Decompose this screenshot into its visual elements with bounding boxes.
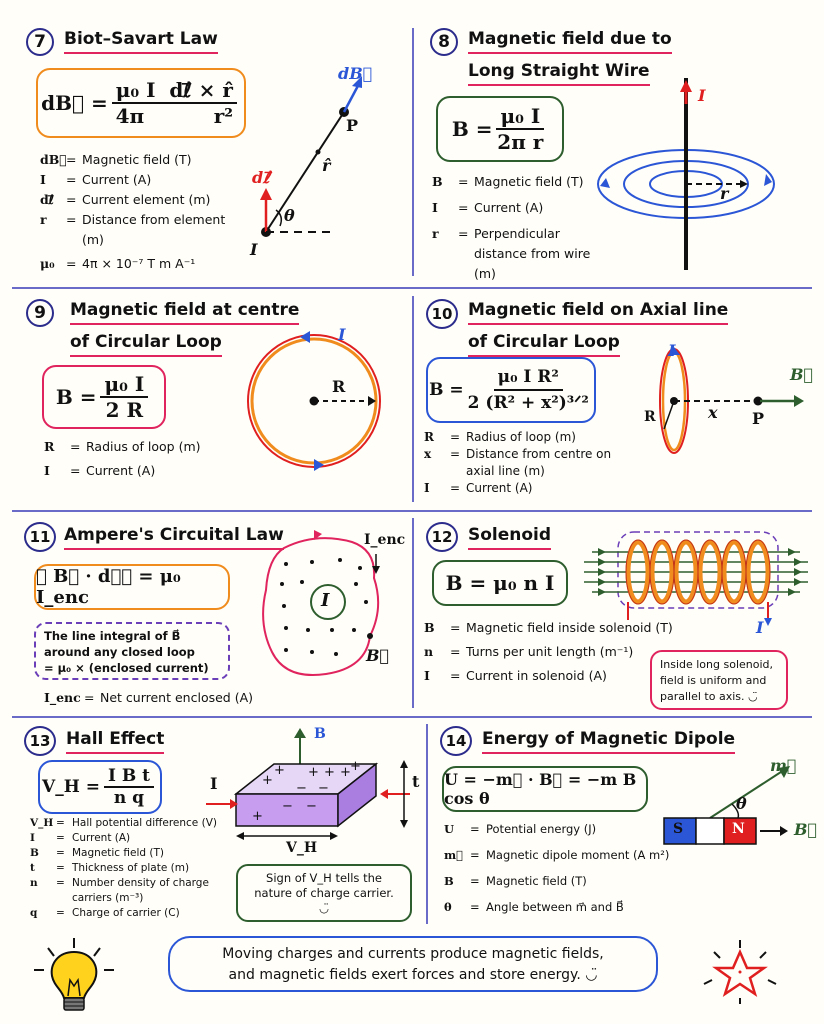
svg-text:+: + (308, 765, 319, 780)
circular-loop-diagram (242, 331, 392, 481)
title-line-1: Magnetic field on Axial line (468, 297, 728, 325)
formula-numerator: μ₀ I (100, 372, 148, 398)
label-db: dB⃗ (338, 64, 373, 83)
label-i: I (210, 774, 218, 793)
def-symbol: μ₀ (40, 256, 55, 271)
formula-denominator: n q (113, 788, 145, 808)
equals-sign: = (70, 439, 81, 454)
def-symbol: R (44, 439, 55, 454)
definition-row (424, 480, 624, 497)
note-line: nature of charge carrier. (254, 886, 394, 900)
mid-dot (316, 150, 321, 155)
equals-sign: = (56, 817, 65, 829)
label-i: I (698, 86, 706, 105)
section-number: 10 (426, 299, 458, 329)
equals-sign: = (66, 172, 77, 187)
equals-sign: = (66, 192, 77, 207)
label-p: P (346, 116, 359, 135)
svg-text:+: + (274, 763, 285, 778)
equals-sign: = (450, 668, 461, 683)
title-line-2: of Circular Loop (468, 329, 620, 357)
definition-row (40, 190, 240, 210)
formula-lhs: B = (429, 380, 464, 400)
definition-row (44, 688, 274, 708)
svg-text:+: + (350, 759, 361, 774)
def-text: Net current enclosed (A) (100, 690, 254, 705)
section-number: 13 (24, 726, 56, 756)
label-dl: dℓ⃗ (252, 168, 270, 187)
section-title (468, 522, 551, 550)
label-ienc: I_enc (364, 532, 406, 548)
def-text: Potential energy (J) (486, 822, 597, 836)
definition-row (40, 150, 240, 170)
definition-row (30, 861, 240, 876)
label-i: I (668, 341, 676, 360)
def-text: Magnetic field (T) (474, 174, 584, 189)
title-line-2: of Circular Loop (70, 329, 222, 357)
note-line: The line integral of B⃗ (44, 629, 181, 643)
def-symbol: I (30, 832, 35, 844)
section-title (64, 522, 284, 550)
definition-row (424, 446, 624, 480)
def-text: Current in solenoid (A) (466, 668, 607, 683)
equals-sign: = (70, 463, 81, 478)
definition-row (44, 437, 244, 457)
equals-sign: = (450, 430, 461, 444)
definition-row (444, 894, 680, 920)
formula-numerator: I B t (104, 766, 154, 788)
equals-sign: = (56, 832, 65, 844)
b-arrowhead (794, 395, 804, 407)
definition-row (444, 842, 680, 868)
title-text: Ampere's Circuital Law (64, 522, 284, 550)
def-symbol: r (432, 226, 439, 241)
solenoid-diagram (582, 530, 812, 640)
def-text: Current (A) (474, 200, 544, 215)
definition-row (424, 640, 674, 664)
equals-sign: = (450, 447, 461, 461)
note-box (650, 650, 788, 710)
svg-text:+: + (324, 765, 335, 780)
svg-text:+: + (262, 773, 273, 788)
formula-text: B = μ₀ n I (445, 571, 555, 595)
note-box (236, 864, 412, 922)
label-r: R (644, 409, 656, 425)
equals-sign: = (458, 174, 469, 189)
equals-sign: = (56, 862, 65, 874)
label-i: I (321, 590, 330, 611)
def-text: Current element (m) (82, 192, 211, 207)
equals-sign: = (470, 900, 480, 914)
thickness-arrowhead-top (400, 760, 408, 768)
def-text: Magnetic field inside solenoid (T) (466, 620, 673, 635)
def-text: Magnetic field (T) (486, 874, 587, 888)
title-line-2: Long Straight Wire (468, 58, 650, 86)
formula-denominator: 4π r² (115, 104, 234, 128)
definition-row (432, 198, 612, 218)
formula-lhs: B = (451, 117, 493, 141)
hall-effect-diagram (200, 724, 420, 854)
formula-numerator: μ₀ I (496, 104, 544, 130)
equals-sign: = (450, 644, 461, 659)
definitions-list (444, 816, 680, 920)
equals-sign: = (470, 848, 480, 862)
def-text: Current (A) (82, 172, 152, 187)
current-arrowhead (680, 80, 692, 92)
def-symbol: dℓ⃗ (40, 192, 54, 207)
formula-numerator: μ₀ I R² (494, 365, 563, 391)
summary-line: Moving charges and currents produce magnetic fields, (222, 946, 604, 962)
note-line: around any closed loop (44, 645, 195, 659)
section-number: 7 (26, 28, 54, 56)
note-line: Sign of V_H tells the (266, 871, 382, 885)
vh-arrowhead-left (236, 832, 244, 840)
formula-fraction (468, 365, 589, 415)
section-magnetic-dipole (426, 716, 824, 934)
formula-box (36, 68, 246, 138)
equals-sign: = (450, 620, 461, 635)
note-line: field is uniform and (660, 674, 767, 687)
def-text: 4π × 10⁻⁷ T m A⁻¹ (82, 256, 196, 271)
section-number: 14 (440, 726, 472, 756)
magnet-middle (696, 818, 724, 844)
equals-sign: = (66, 256, 77, 271)
section-circular-loop-centre (0, 287, 412, 510)
definition-row (30, 876, 240, 906)
formula-fraction (104, 766, 154, 808)
definitions-list (44, 688, 274, 708)
formula-numerator: μ₀ I dℓ⃗ × r̂ (112, 78, 237, 104)
label-p: P (752, 409, 765, 428)
section-hall-effect (0, 716, 426, 934)
current-arrowhead-right (380, 789, 388, 799)
svg-text:−: − (282, 799, 293, 814)
def-symbol: I (432, 200, 438, 215)
def-text: Hall potential difference (V) (72, 817, 217, 829)
def-text: Current (A) (466, 481, 533, 495)
formula-box (436, 96, 564, 162)
formula-text: U = −m⃗ · B⃗ = −m B cos θ (444, 770, 637, 808)
def-text: Radius of loop (m) (86, 439, 201, 454)
definition-row (40, 254, 240, 274)
note-line: ◡̈ (318, 901, 330, 915)
def-text: Magnetic field (T) (82, 152, 192, 167)
def-symbol: q (30, 907, 38, 919)
section-ampere (0, 510, 412, 716)
section-title (64, 26, 218, 54)
def-text: Magnetic field (T) (72, 847, 165, 859)
def-symbol: I (424, 481, 430, 495)
def-text: Distance from centre on axial line (m) (466, 447, 612, 478)
current-arrowhead (314, 459, 324, 471)
label-b: B (314, 726, 326, 742)
label-theta: θ (736, 794, 747, 813)
definitions-list (44, 437, 244, 481)
b-point (367, 633, 373, 639)
formula-lhs: B = (55, 385, 97, 409)
definition-row (44, 461, 244, 481)
thickness-arrowhead-bottom (400, 820, 408, 828)
note-line: Inside long solenoid, (660, 658, 774, 671)
equals-sign: = (56, 877, 65, 889)
svg-text:−: − (296, 781, 307, 796)
section-number: 8 (430, 28, 458, 56)
def-symbol: r (40, 212, 47, 227)
b-arrowhead (780, 826, 788, 836)
label-b: B⃗ (794, 820, 818, 839)
equals-sign: = (470, 874, 480, 888)
formula-lhs: dB⃗ = (41, 91, 108, 115)
formula-text: ∮ B⃗ · dℓ⃗ = μ₀ I_enc (36, 566, 181, 608)
definition-row (444, 868, 680, 894)
title-line-1: Magnetic field at centre (70, 297, 299, 325)
def-symbol: B (444, 874, 454, 888)
def-symbol: I_enc (44, 690, 81, 705)
formula-box (42, 365, 166, 429)
def-symbol: I (40, 172, 46, 187)
definitions-list (40, 150, 240, 274)
note-box (34, 622, 230, 680)
summary-line: and magnetic fields exert forces and store energy. ◡̈ (228, 967, 598, 983)
def-text: Magnetic dipole moment (A m²) (486, 848, 670, 862)
label-r: r (720, 184, 729, 203)
section-number: 9 (26, 299, 54, 327)
def-text: Charge of carrier (C) (72, 907, 180, 919)
note-line: = μ₀ × (enclosed current) (44, 661, 209, 675)
formula-fraction (496, 104, 544, 154)
formula-fraction (100, 372, 148, 422)
definition-row (432, 224, 612, 284)
equals-sign: = (458, 200, 469, 215)
equals-sign: = (470, 822, 480, 836)
radius-line (664, 401, 674, 429)
svg-text:+: + (340, 765, 351, 780)
def-symbol: B (432, 174, 443, 189)
def-symbol: V_H (30, 817, 54, 829)
def-text: Perpendicular distance from wire (m) (474, 226, 591, 281)
straight-wire-diagram (596, 74, 796, 274)
equals-sign: = (66, 212, 77, 227)
equals-sign: = (56, 847, 65, 859)
definitions-list (424, 429, 624, 497)
label-b: B⃗ (366, 646, 390, 665)
title-text: Biot–Savart Law (64, 26, 218, 54)
definition-row (424, 664, 674, 688)
definition-row (30, 906, 240, 921)
formula-denominator: 2 R (105, 398, 144, 422)
equals-sign: = (66, 152, 77, 167)
formula-box (38, 760, 162, 814)
label-i: I (756, 618, 764, 637)
section-title (66, 726, 164, 754)
def-symbol: B (30, 847, 39, 859)
definitions-list (432, 172, 612, 284)
formula-denominator: 2π r (497, 130, 544, 154)
svg-text:−: − (318, 781, 329, 796)
def-symbol: m⃗ (444, 848, 464, 862)
field-arrowhead (600, 178, 610, 188)
section-title (482, 726, 735, 754)
label-n: N (732, 821, 745, 837)
section-straight-wire (412, 0, 824, 287)
formula-box (426, 357, 596, 423)
section-number: 12 (426, 522, 458, 552)
def-text: Current (A) (72, 832, 131, 844)
label-theta: θ (284, 206, 295, 225)
equals-sign: = (458, 226, 469, 241)
vh-arrowhead-right (330, 832, 338, 840)
label-t: t (412, 772, 420, 791)
formula-fraction (112, 78, 237, 128)
axial-line-diagram (624, 343, 814, 473)
r-vector-line (266, 112, 344, 232)
title-text: Hall Effect (66, 726, 164, 754)
note-line: parallel to axis. ◡̈ (660, 690, 758, 703)
section-biot-savart (0, 0, 412, 287)
equals-sign: = (84, 690, 95, 705)
label-b: B⃗ (790, 365, 814, 384)
theta-arc (276, 210, 281, 226)
definition-row (40, 170, 240, 190)
section-axial-line (412, 287, 824, 510)
label-vh: V_H (286, 840, 318, 856)
m-arrow (710, 770, 784, 818)
label-rhat: r̂ (322, 156, 331, 175)
section-number: 11 (24, 522, 56, 552)
equals-sign: = (56, 907, 65, 919)
def-text: Thickness of plate (m) (72, 862, 190, 874)
summary-box (168, 936, 658, 992)
label-i: I (250, 240, 258, 259)
label-i: I (338, 325, 346, 344)
label-r: R (332, 377, 346, 396)
lightbulb-icon (30, 936, 120, 1016)
def-symbol: n (30, 877, 38, 889)
current-arrowhead (764, 618, 772, 626)
def-symbol: R (424, 430, 434, 444)
svg-text:−: − (306, 799, 317, 814)
def-symbol: B (424, 620, 435, 635)
label-s: S (673, 821, 684, 837)
b-arrowhead (294, 728, 306, 738)
def-text: Radius of loop (m) (466, 430, 576, 444)
definition-row (432, 172, 612, 192)
formula-denominator: 2 (R² + x²)³ᐟ² (467, 393, 589, 413)
section-solenoid (412, 510, 824, 716)
formula-lhs: V_H = (42, 777, 100, 797)
def-symbol: x (424, 447, 432, 461)
def-symbol: dB⃗ (40, 152, 67, 167)
title-line-1: Magnetic field due to (468, 26, 672, 54)
def-text: Current (A) (86, 463, 156, 478)
def-symbol: n (424, 644, 434, 659)
equals-sign: = (450, 481, 461, 495)
def-symbol: θ (444, 900, 452, 914)
def-text: Number density of charge carriers (m⁻³) (72, 877, 209, 904)
def-symbol: I (424, 668, 430, 683)
label-m: m⃗ (770, 756, 797, 775)
formula-box (442, 766, 648, 812)
formula-box (34, 564, 230, 610)
svg-text:+: + (252, 809, 263, 824)
definition-row (424, 429, 624, 446)
def-symbol: I (44, 463, 50, 478)
definition-row (40, 210, 240, 250)
def-text: Turns per unit length (m⁻¹) (466, 644, 634, 659)
star-icon (700, 938, 780, 1008)
definition-row (444, 816, 680, 842)
dl-arrowhead (260, 188, 272, 200)
def-symbol: t (30, 862, 35, 874)
formula-box (432, 560, 568, 606)
def-text: Angle between m⃗ and B⃗ (486, 900, 624, 914)
title-text: Energy of Magnetic Dipole (482, 726, 735, 754)
def-symbol: U (444, 822, 455, 836)
label-x: x (708, 403, 718, 422)
def-text: Distance from element (m) (82, 212, 226, 247)
title-text: Solenoid (468, 522, 551, 550)
